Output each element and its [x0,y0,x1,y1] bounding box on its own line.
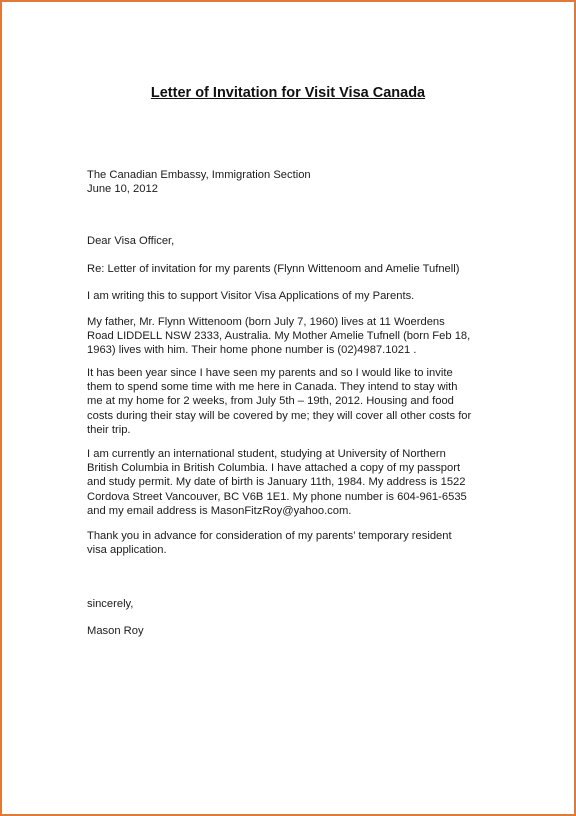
paragraph-1: I am writing this to support Visitor Visa Applications of my Parents. [87,290,415,302]
subject-line: Re: Letter of invitation for my parents (Flynn Wittenoom and Amelie Tufnell) [87,263,460,275]
salutation: Dear Visa Officer, [87,235,175,247]
recipient: The Canadian Embassy, Immigration Section [87,169,311,181]
letter-date: June 10, 2012 [87,183,158,196]
signature: Mason Roy [87,625,144,637]
paragraph-4: I am currently an international student, studying at University of Northern British Columbia in British Columbia. I have attached a copy of my passport and study permit. My date of birth is January 11th, 1984. My address is 1522 Cordova Street Vancouver, BC V6B 1E1. My phone number is 604-961-6535 and my email address is MasonFitzRoy@yahoo.com. [87,448,467,517]
letter-title: Letter of Invitation for Visit Visa Canada [150,85,426,101]
recipient-block [87,168,497,196]
paragraph-3: It has been year since I have seen my parents and so I would like to invite them to spend some time with me here in Canada. They intend to stay with me at my home for 2 weeks, from July 5th – 19th, 2012. Housing and food costs during their stay will be covered by me; they will cover all other costs for their trip. [87,367,472,436]
paragraph-2: My father, Mr. Flynn Wittenoom (born July 7, 1960) lives at 11 Woerdens Road LIDDELL NSW 2333, Australia. My Mother Amelie Tufnell (born Feb 18, 1963) lives with him. Their home phone number is (02)4987.1021 . [87,316,471,357]
closing: sincerely, [87,598,134,610]
paragraph-5: Thank you in advance for consideration of my parents’ temporary resident visa application. [87,530,452,557]
